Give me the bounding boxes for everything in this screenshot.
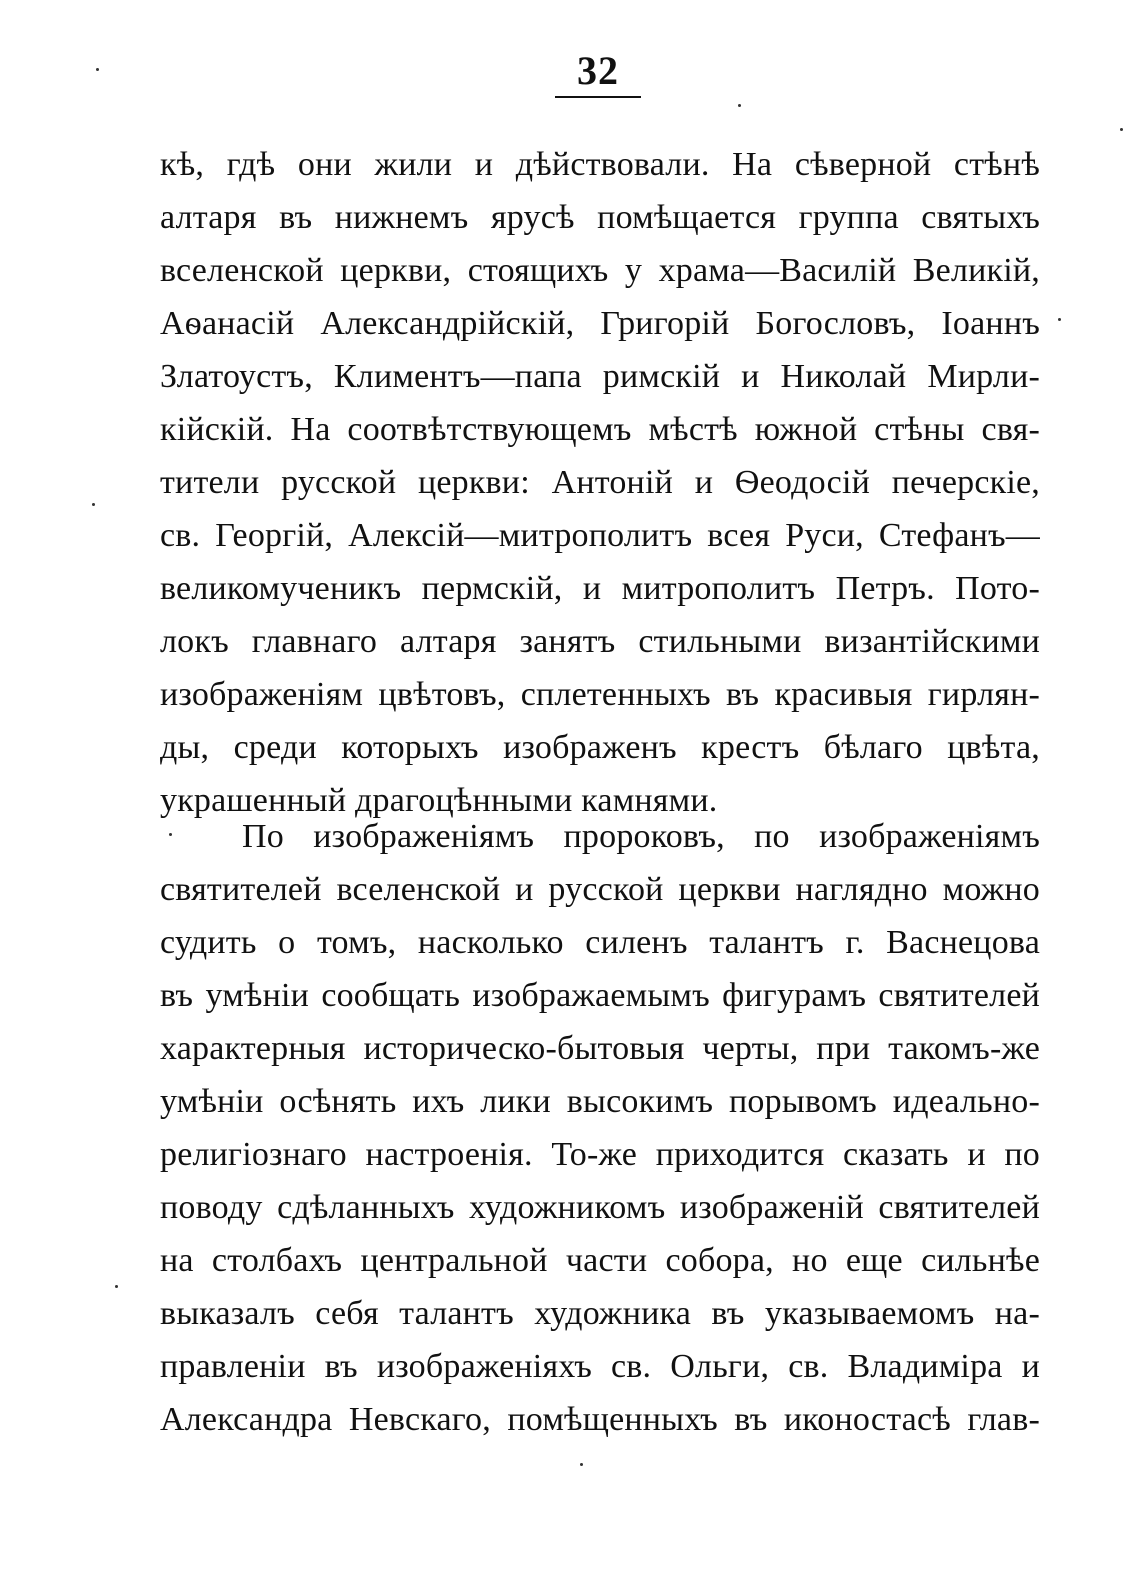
text-line: По изображеніямъ пророковъ, по изображеніямъ [242,818,1040,855]
text-line: Александра Невскаго, помѣщенныхъ въ иконостасѣ глав- [160,1401,1040,1438]
scan-speck [115,1285,118,1288]
scan-speck [738,104,741,107]
text-line: религіознаго настроенія. То-же приходится сказать и по [160,1136,1040,1173]
text-line: изображеніям цвѣтовъ, сплетенныхъ въ красивыя гирлян- [160,676,1040,713]
text-line: умѣніи осѣнять ихъ лики высокимъ порывомъ идеально- [160,1083,1040,1120]
text-line: въ умѣніи сообщать изображаемымъ фигурамъ святителей [160,977,1040,1014]
text-line: алтаря въ нижнемъ ярусѣ помѣщается группа святыхъ [160,199,1040,236]
paragraph-2 [160,810,1040,1446]
scan-speck [169,833,172,836]
text-line: на столбахъ центральной части собора, но еще сильнѣе [160,1242,1040,1279]
page-number: 32 [577,48,619,93]
scan-speck [92,503,95,506]
text-line: поводу сдѣланныхъ художникомъ изображеній святителей [160,1189,1040,1226]
text-line: правленіи въ изображеніяхъ св. Ольги, св. Владиміра и [160,1348,1040,1385]
text-line: великомученикъ пермскій, и митрополитъ Петръ. Пото- [160,570,1040,607]
text-line: святителей вселенской и русской церкви наглядно можно [160,871,1040,908]
text-line: украшенный драгоцѣнными камнями. [160,782,718,819]
text-line: ды, среди которыхъ изображенъ крестъ бѣлаго цвѣта, [160,729,1040,766]
paragraph-1 [160,138,1040,827]
text-line: локъ главнаго алтаря занятъ стильными византійскими [160,623,1040,660]
text-line: характерныя историческо-бытовыя черты, при такомъ-же [160,1030,1040,1067]
text-line: Аѳанасій Александрійскій, Григорій Богословъ, Іоаннъ [160,305,1040,342]
text-line: выказалъ себя талантъ художника въ указываемомъ на- [160,1295,1040,1332]
text-line: судить о томъ, насколько силенъ талантъ г. Васнецова [160,924,1040,961]
text-line: кѣ, гдѣ они жили и дѣйствовали. На сѣверной стѣнѣ [160,146,1040,183]
text-line: Златоустъ, Климентъ—папа римскій и Николай Мирли- [160,358,1040,395]
scan-speck [1120,128,1123,131]
text-line: тители русской церкви: Антоній и Ѳеодосій печерскіе, [160,464,1040,501]
text-line: кійскій. На соотвѣтствующемъ мѣстѣ южной стѣны свя- [160,411,1040,448]
scan-speck [580,1463,583,1466]
scan-speck [1058,318,1061,321]
header-rule [555,96,641,98]
scan-speck [96,68,99,71]
text-line: вселенской церкви, стоящихъ у храма—Василій Великій, [160,252,1040,289]
text-line: св. Георгій, Алексій—митрополитъ всея Руси, Стефанъ— [160,517,1040,554]
